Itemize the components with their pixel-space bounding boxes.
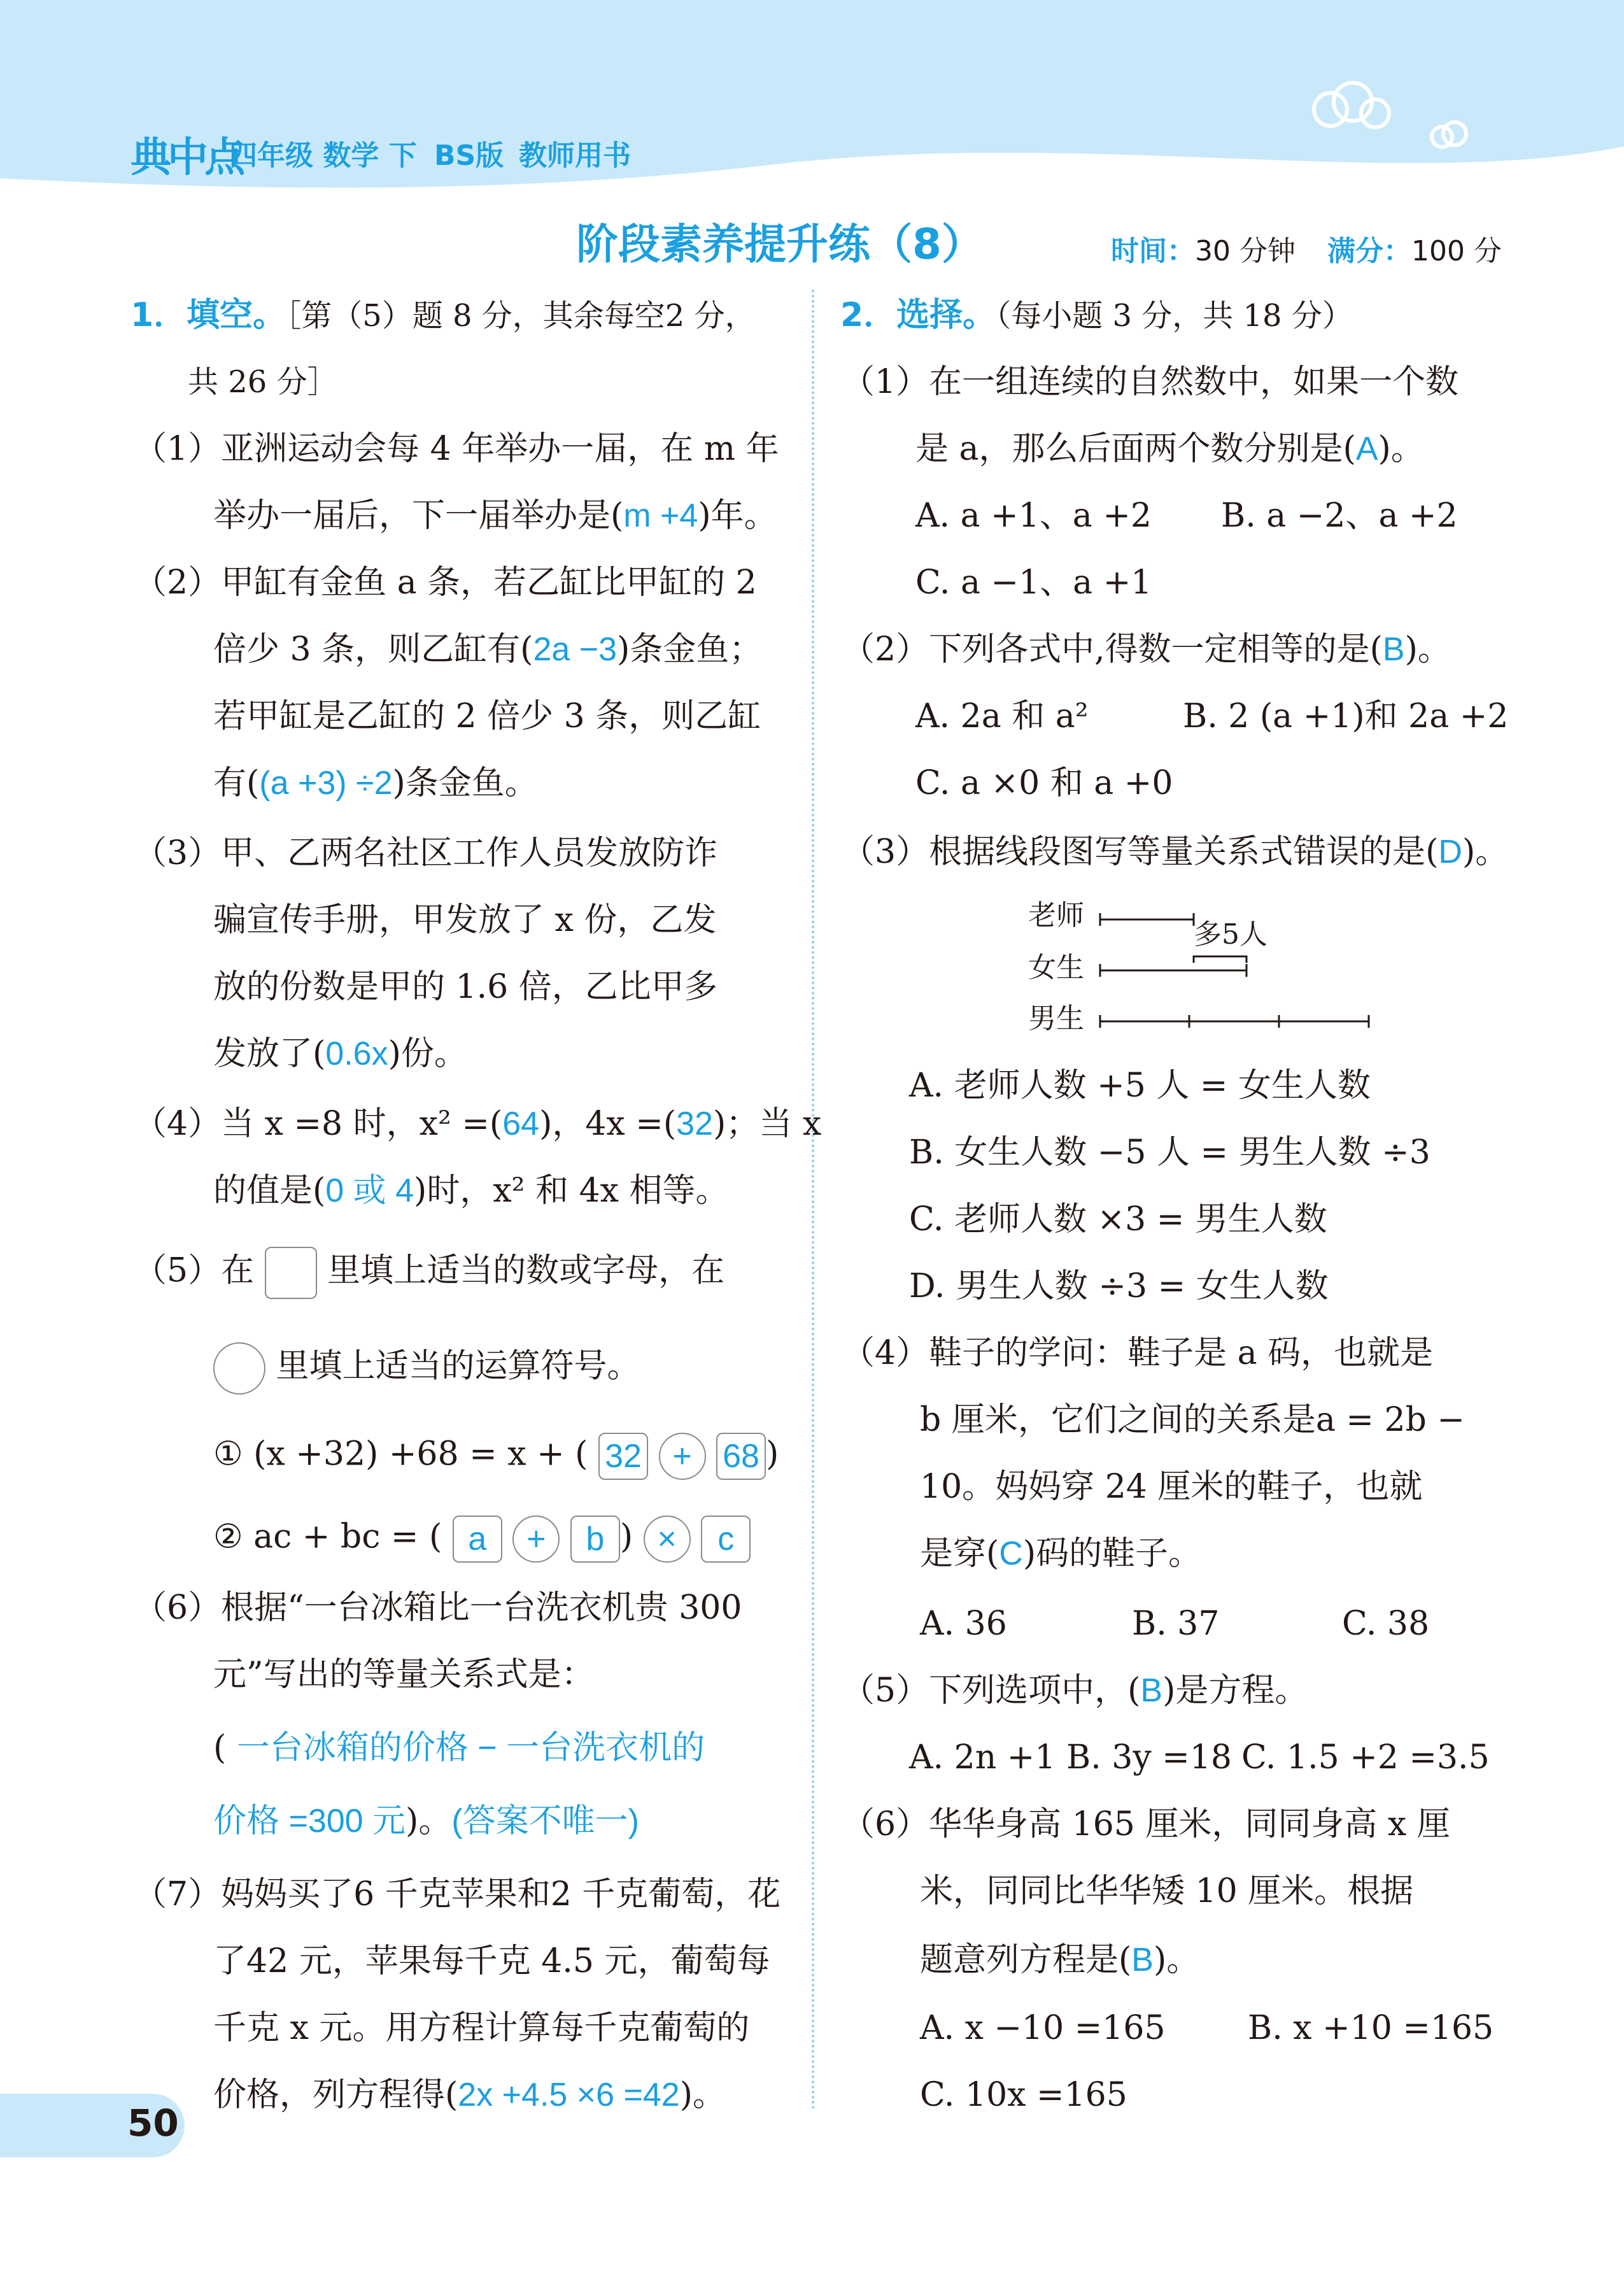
- score-label: 满分：: [1327, 235, 1411, 267]
- circle-icon: [213, 1342, 265, 1395]
- time-value: 30 分钟: [1195, 235, 1296, 267]
- diagram-label-girls: 女生: [1028, 951, 1084, 984]
- diagram-label-teacher: 老师: [1028, 899, 1084, 932]
- answer: 0 或 4: [325, 1172, 414, 1209]
- question-1-7-line: （7）妈妈买了6 千克苹果和2 千克葡萄，花: [134, 1875, 781, 1913]
- question-1-5-line: （5）在 里填上适当的数或字母，在: [134, 1247, 724, 1299]
- question-1-2-line: 倍少 3 条，则乙缸有(2a −3)条金鱼；: [213, 630, 763, 669]
- option-b: B. 女生人数 −5 人 = 男生人数 ÷3: [909, 1133, 1430, 1172]
- segment-diagram: [1095, 904, 1381, 1032]
- answer: B: [1131, 1942, 1154, 1978]
- question-1-4-line: （4）当 x =8 时，x² =(64)，4x =(32)；当 x: [134, 1105, 822, 1143]
- diff-brace: [1194, 956, 1246, 963]
- header-band: [0, 0, 1624, 217]
- question-1-7-line: 价格，列方程得(2x +4.5 ×6 =42)。: [213, 2076, 726, 2114]
- section-note-cont: 共 26 分］: [188, 364, 338, 400]
- option-a: A. 2a 和 a²: [915, 697, 1089, 735]
- section-heading: 2．选择。: [840, 296, 996, 334]
- question-1-6-line: （6）根据“一台冰箱比一台洗衣机贵 300: [134, 1589, 742, 1627]
- question-2-5-line: （5）下列选项中，(B)是方程。: [842, 1672, 1308, 1710]
- answer: 一台冰箱的价格 − 一台洗衣机的: [236, 1729, 705, 1766]
- answer: C: [999, 1535, 1023, 1572]
- answer-box: 32: [598, 1433, 648, 1480]
- option-b: B. a −2、a +2: [1221, 497, 1458, 535]
- answer-circle: ×: [644, 1516, 691, 1563]
- answer: 价格 =300 元: [213, 1803, 406, 1840]
- answer-box: a: [453, 1516, 502, 1563]
- option-c: C. 10x =165: [920, 2076, 1127, 2114]
- time-info: [1111, 228, 1296, 269]
- score-info: [1327, 228, 1502, 269]
- column-divider: [812, 290, 814, 2111]
- book-title: 四年级 数学 下: [229, 139, 417, 172]
- answer: (a +3) ÷2: [259, 765, 393, 802]
- question-1-5-line: 里填上适当的运算符号。: [213, 1342, 640, 1395]
- answer-box: c: [701, 1516, 751, 1563]
- question-1-6-line: ( 一台冰箱的价格 − 一台洗衣机的: [213, 1729, 705, 1767]
- section-note: （每小题 3 分，共 18 分）: [996, 298, 1353, 334]
- question-1-1-line: （1）亚洲运动会每 4 年举办一届，在 m 年: [134, 430, 779, 468]
- logo: 典中点: [131, 134, 241, 181]
- option-c: C. 1.5 +2 =3.5: [1241, 1738, 1490, 1777]
- option-b: B. 37: [1132, 1605, 1220, 1643]
- page-title: 阶段素养提升练（8）: [576, 220, 984, 269]
- option-b: B. 2 (a +1)和 2a +2: [1183, 697, 1509, 735]
- question-1-1-line: 举办一届后，下一届举办是(m +4)年。: [213, 497, 777, 535]
- answer-box: 68: [716, 1433, 766, 1480]
- option-a: A. a +1、a +2: [915, 497, 1152, 535]
- question-1-2-line: 若甲缸是乙缸的 2 倍少 3 条，则乙缸: [213, 697, 761, 735]
- option-d: D. 男生人数 ÷3 = 女生人数: [909, 1267, 1329, 1305]
- answer: 64: [502, 1105, 540, 1142]
- option-a: A. 36: [920, 1605, 1007, 1643]
- answer: 32: [676, 1105, 713, 1142]
- question-2-1-line: （1）在一组连续的自然数中，如果一个数: [842, 363, 1459, 401]
- question-2-4-line: 10。妈妈穿 24 厘米的鞋子，也就: [920, 1468, 1423, 1506]
- question-2-2-line: （2）下列各式中,得数一定相等的是(B)。: [842, 630, 1451, 669]
- question-2-4-line: （4）鞋子的学问：鞋子是 a 码，也就是: [842, 1334, 1434, 1372]
- option-c: C. a ×0 和 a +0: [915, 764, 1173, 802]
- answer: B: [1140, 1672, 1163, 1709]
- answer: 0.6x: [325, 1035, 388, 1072]
- question-2-1-line: 是 a，那么后面两个数分别是(A)。: [915, 430, 1424, 468]
- option-a: A. 老师人数 +5 人 = 女生人数: [909, 1067, 1371, 1105]
- answer: B: [1382, 631, 1405, 668]
- question-2-4-line: b 厘米，它们之间的关系是a = 2b −: [920, 1401, 1465, 1439]
- option-a: A. 2n +1: [909, 1738, 1056, 1777]
- question-1-7-line: 千克 x 元。用方程计算每千克葡萄的: [213, 2009, 750, 2047]
- answer-box: b: [570, 1516, 620, 1563]
- square-box-icon: [265, 1247, 317, 1299]
- option-c: C. 老师人数 ×3 = 男生人数: [909, 1200, 1327, 1239]
- answer: m +4: [623, 497, 698, 534]
- score-value: 100 分: [1411, 235, 1502, 267]
- question-2-6-line: （6）华华身高 165 厘米，同同身高 x 厘: [842, 1805, 1450, 1843]
- question-2-4-line: 是穿(C)码的鞋子。: [920, 1535, 1202, 1573]
- answer: 2x +4.5 ×6 =42: [458, 2077, 680, 2113]
- question-1-5-item-1: ① (x +32) +68 = x + ( 32 + 68 ): [213, 1433, 779, 1480]
- answer: D: [1438, 834, 1462, 870]
- question-1-4-line: 的值是(0 或 4)时，x² 和 4x 相等。: [213, 1172, 729, 1210]
- section-heading: 1．填空。: [131, 296, 286, 334]
- question-1-5-item-2: ② ac + bc = ( a + b ) × c: [213, 1516, 751, 1563]
- question-2-6-line: 题意列方程是(B)。: [920, 1941, 1200, 1979]
- page-number: 50: [127, 2101, 179, 2145]
- question-1-3-line: 放的份数是甲的 1.6 倍，乙比甲多: [213, 968, 717, 1006]
- question-1-2-line: （2）甲缸有金鱼 a 条，若乙缸比甲缸的 2: [134, 564, 757, 602]
- option-c: C. a −1、a +1: [915, 564, 1152, 602]
- option-b: B. 3y =18: [1066, 1738, 1232, 1777]
- edition-label: BS版: [434, 139, 504, 172]
- diagram-label-diff: 多5人: [1194, 918, 1267, 951]
- answer: 2a −3: [533, 631, 618, 668]
- option-c: C. 38: [1342, 1605, 1430, 1643]
- question-2-6-line: 米，同同比华华矮 10 厘米。根据: [920, 1872, 1414, 1910]
- answer: A: [1355, 430, 1378, 467]
- answer-circle: +: [512, 1516, 560, 1563]
- time-label: 时间：: [1111, 235, 1195, 267]
- question-1-3-line: 发放了(0.6x)份。: [213, 1035, 467, 1073]
- question-2-3-line: （3）根据线段图写等量关系式错误的是(D)。: [842, 833, 1509, 871]
- section-note: ［第（5）题 8 分，其余每空2 分，: [286, 298, 756, 334]
- option-b: B. x +10 =165: [1248, 2009, 1494, 2047]
- question-1-6-line: 价格 =300 元)。(答案不唯一): [213, 1802, 639, 1840]
- question-1-7-line: 了42 元，苹果每千克 4.5 元，葡萄每: [213, 1942, 770, 1980]
- question-1-3-line: （3）甲、乙两名社区工作人员发放防诈: [134, 834, 718, 872]
- answer-note: (答案不唯一): [451, 1803, 639, 1840]
- option-a: A. x −10 =165: [920, 2009, 1166, 2047]
- book-type: 教师用书: [519, 139, 631, 172]
- question-1-6-line: 元”写出的等量关系式是：: [213, 1656, 595, 1694]
- question-1-3-line: 骗宣传手册，甲发放了 x 份，乙发: [213, 901, 717, 939]
- question-1-2-line: 有((a +3) ÷2)条金鱼。: [213, 764, 538, 802]
- answer-circle: +: [659, 1433, 706, 1480]
- diagram-label-boys: 男生: [1028, 1002, 1084, 1035]
